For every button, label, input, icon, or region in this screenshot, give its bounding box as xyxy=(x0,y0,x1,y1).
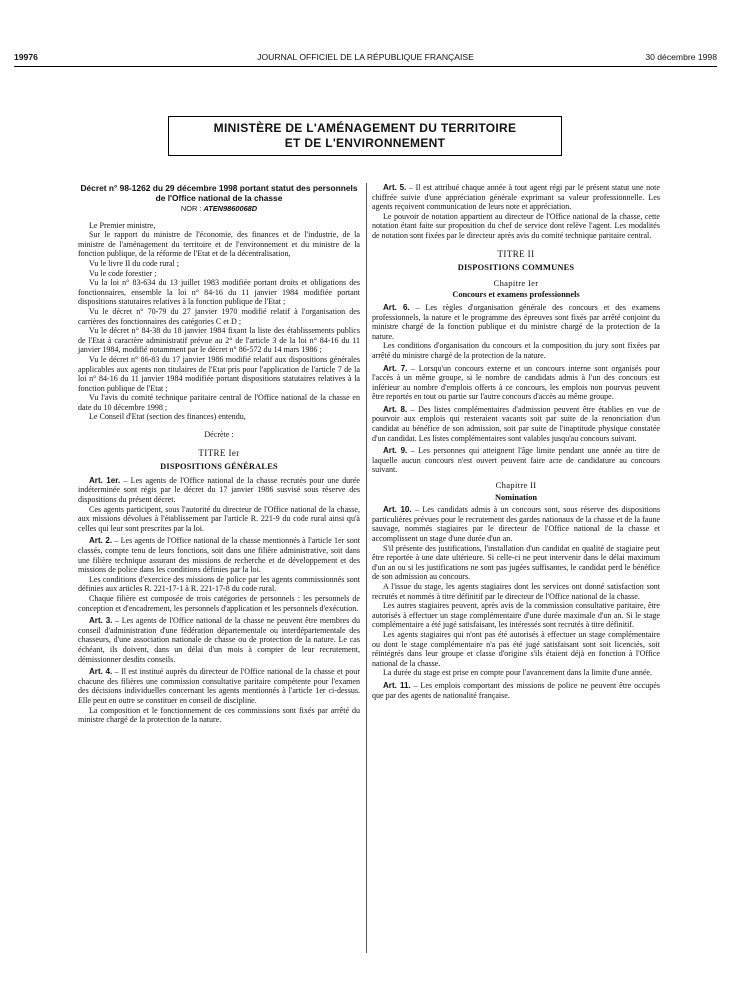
article-text: – Les candidats admis à un concours sont, sous réserve des dispositions particulières prévues pour le recrutement des gardes nationaux de la chasse et de la faune sauvage, nommés stagiaires par le directeur de l'Office national de la chasse et accomplissent un stage d'une durée d'un an. xyxy=(372,505,660,543)
article-text: – Il est institué auprès du directeur de l'Office national de la chasse et pour chacune des filières une commission consultative paritaire compétente pour l'examen des décisions individuelles concernant les agents mentionnés à l'article 1er ci-dessus. Elle peut en outre se constituer en conseil de discipline. xyxy=(78,667,361,705)
article-text: Chaque filière est composée de trois catégories de personnels : les personnels de conception et d'encadrement, les personnels d'application et les personnels d'exécution. xyxy=(78,593,360,613)
article-label: Art. 7. xyxy=(383,363,408,373)
paragraph xyxy=(372,582,660,601)
issue-date: 30 décembre 1998 xyxy=(645,52,717,62)
article-paragraph xyxy=(372,505,660,543)
article-label: Art. 3. xyxy=(89,616,113,626)
visa-paragraph: Vu le décret n° 86-83 du 17 janvier 1986 modifié relatif aux dispositions générales applicables aux agents non titulaires de l'Etat pris pour l'application de l'article 7 de la loi n° 84-16 du 11 janvier 1984 modifiée portant dispositions statutaires relatives à la fonction publique de l'Etat ; xyxy=(78,354,360,393)
visa-paragraph: Le Conseil d'Etat (section des finances) entendu, xyxy=(89,412,246,422)
paragraph xyxy=(78,706,360,725)
left-articles xyxy=(78,476,360,725)
article-text: – Les emplois comportant des missions de police ne peuvent être occupés que par des agents de nationalité française. xyxy=(372,680,660,700)
article-paragraph xyxy=(78,667,360,705)
article-text: Le pouvoir de notation appartient au directeur de l'Office national de la chasse, cette notation étant faite sur proposition du chef de service dont relève l'agent. Les modalités de notation sont fixées par le directeur après avis du comité technique paritaire central. xyxy=(372,211,660,240)
article-paragraph xyxy=(78,616,360,664)
article-paragraph xyxy=(372,446,660,475)
paragraph xyxy=(372,601,660,630)
visa-paragraph: Vu l'avis du comité technique paritaire central de l'Office national de la chasse en date du 10 décembre 1998 ; xyxy=(78,393,360,412)
chapitre-2-heading: Nomination xyxy=(495,492,537,502)
article-label: Art. 6. xyxy=(383,302,410,312)
ministry-line-2: ET DE L'ENVIRONNEMENT xyxy=(284,136,446,150)
paragraph xyxy=(78,575,360,594)
article-label: Art. 11. xyxy=(383,680,411,690)
paragraph xyxy=(372,212,660,241)
chapitre-2: Chapitre II xyxy=(495,480,537,491)
titre-2-heading: DISPOSITIONS COMMUNES xyxy=(457,263,575,273)
article-text: Les agents stagiaires qui n'ont pas été autorisés à effectuer un stage complémentaire ou dont le stage complémentaire n'a pas été jugé satisfaisant sont soit licenciés, soit réintégrés dans leur groupe et classe d'origine s'ils étaient déjà en fonction à l'Office national de la chasse. xyxy=(372,629,660,668)
running-header xyxy=(14,52,717,64)
visas-list xyxy=(78,221,360,422)
article-text: – Les agents de l'Office national de la chasse mentionnés à l'article 1er sont classés, compte tenu de leurs fonctions, soit dans une filière administrative, soit dans une filière technique assurant des missions de recherche et de développement et des missions de police dans les conditions définies par la loi. xyxy=(78,536,360,575)
titre-1: TITRE Ier xyxy=(198,447,240,458)
article-label: Art. 1er. xyxy=(89,475,121,485)
article-text: – Lorsqu'un concours externe et un concours interne sont organisés pour l'accès à un même groupe, si le nombre de candidats admis à l'un des concours est inférieur au nombre d'emplois offerts à ce concours, les emplois non pourvus peuvent être reportés en tout ou partie sur l'autre concours d'accès au même groupe. xyxy=(372,363,660,402)
article-label: Art. 2. xyxy=(89,536,113,546)
visa-paragraph: Vu la loi n° 83-634 du 13 juillet 1983 modifiée portant droits et obligations des fonctionnaires, ensemble la loi n° 84-16 du 11 janvier 1984 modifiée portant dispositions statutaires relatives à la fonction publique de l'Etat ; xyxy=(78,278,360,307)
article-text: A l'issue du stage, les agents stagiaires dont les services ont donné satisfaction sont recrutés et nommés à titre définitif par le directeur de l'Office national de la chasse. xyxy=(372,581,660,601)
nor-code: ATEN9860068D xyxy=(203,204,258,213)
paragraph xyxy=(78,505,360,534)
chapitre-1-heading: Concours et examens professionnels xyxy=(452,290,580,300)
chapitre-1: Chapitre Ier xyxy=(493,277,539,288)
visa-paragraph: Sur le rapport du ministre de l'économie, des finances et de l'industrie, de la ministre de l'aménagement du territoire et de l'environnement et du ministre de la fonction publique, de la réforme de l'Etat et de la décentralisation, xyxy=(78,230,360,259)
paragraph xyxy=(372,341,660,360)
article-text: – Les agents de l'Office national de la chasse recrutés pour une durée indéterminée sont régis par le décret du 17 janvier 1986 susvisé sous réserve des dispositions du présent décret. xyxy=(78,475,360,505)
journal-title: JOURNAL OFFICIEL DE LA RÉPUBLIQUE FRANÇAISE xyxy=(257,52,474,62)
chapitre-2-articles xyxy=(372,505,660,700)
article-paragraph xyxy=(372,183,660,212)
article-label: Art. 4. xyxy=(89,667,113,677)
visa-paragraph: Le Premier ministre, xyxy=(89,220,156,230)
header-rule xyxy=(14,66,717,67)
titre-2: TITRE II xyxy=(497,248,535,259)
chapitre-1-articles xyxy=(372,303,660,475)
article-text: La durée du stage est prise en compte pour l'avancement dans la limite d'une année. xyxy=(383,668,653,678)
article-paragraph xyxy=(372,405,660,443)
article-label: Art. 9. xyxy=(383,446,408,456)
article-text: – Les règles d'organisation générale des concours et des examens professionnels, la nature et le programme des épreuves sont fixés par arrêté conjoint du ministre chargé de la fonction publique et du ministre chargé de la protection de la nature. xyxy=(372,302,660,341)
ministry-line-1: MINISTÈRE DE L'AMÉNAGEMENT DU TERRITOIRE xyxy=(213,121,517,135)
article-paragraph xyxy=(78,536,360,574)
article-paragraph xyxy=(372,303,660,341)
ministry-box xyxy=(168,116,562,156)
paragraph xyxy=(78,594,360,613)
visa-paragraph: Vu le décret n° 70-79 du 27 janvier 1970 modifié relatif à l'organisation des carrières des fonctionnaires des catégories C et D ; xyxy=(78,306,360,326)
visa-paragraph: Vu le code forestier ; xyxy=(89,268,157,278)
article-text: – Des listes complémentaires d'admission peuvent être établies en vue de pourvoir aux emplois qui resteraient vacants soit par suite de la renonciation d'un candidat au bénéfice de son admission, soit par suite de l'inaptitude physique constatée d'un candidat. Les listes complémentaires sont valables jusqu'au concours suivant. xyxy=(372,404,661,443)
article-text: – Les personnes qui atteignent l'âge limite pendant une année au titre de laquelle aucun concours n'est ouvert peuvent faire acte de candidature au concours suivant. xyxy=(372,446,660,475)
article-text: Les autres stagiaires peuvent, après avis de la commission consultative paritaire, être autorisés à effectuer un stage complémentaire d'une durée maximale d'un an. Si le stage complémentaire a été jugé satisfaisant, les intéressés sont recrutés à titre définitif. xyxy=(372,601,660,630)
nor-label: NOR : xyxy=(180,204,202,213)
paragraph xyxy=(372,544,660,582)
left-column xyxy=(78,183,360,725)
decret-title: Décret n° 98-1262 du 29 décembre 1998 portant statut des personnels de l'Office national de la chasse xyxy=(80,183,358,203)
nor-reference xyxy=(78,204,360,214)
article-paragraph xyxy=(372,681,660,700)
article-text: S'il présente des justifications, l'installation d'un candidat en qualité de stagiaire peut être reportée à une date ultérieure. Si celle-ci ne peut intervenir dans le délai maximum d'un an ou si les justifications ne sont pas jugées suffisantes, le candidat perd le bénéfice de son admission au concours. xyxy=(372,543,660,582)
article-label: Art. 10. xyxy=(383,505,412,515)
page-number: 19976 xyxy=(14,52,38,62)
article-text: – Il est attribué chaque année à tout agent régi par le présent statut une note chiffrée suivie d'une appréciation générale exprimant sa valeur professionnelle. Les agents reçoivent communication de leurs note et appréciation. xyxy=(372,183,660,212)
visa-paragraph: Vu le décret n° 84-38 du 18 janvier 1984 fixant la liste des établissements publics de l'Etat à caractère administratif prévue au 2° de l'article 3 de la loi n° 84-16 du 11 janvier 1984, modifié notamment par le décret n° 86-572 du 14 mars 1986 ; xyxy=(78,326,360,355)
right-column xyxy=(372,183,660,700)
article-label: Art. 5. xyxy=(383,183,407,192)
paragraph xyxy=(372,630,660,668)
article-5 xyxy=(372,183,660,241)
article-text: Les conditions d'organisation du concours et la composition du jury sont fixées par arrêté du ministre chargé de la protection de la nature. xyxy=(372,341,660,360)
article-label: Art. 8. xyxy=(383,404,408,414)
decrete: Décrète : xyxy=(204,430,234,440)
article-text: – Les agents de l'Office national de la chasse ne peuvent être membres du conseil d'administration d'une fédération départementale ou interdépartementale des chasseurs, d'une association nationale de chasse ou de protection de la nature. Le cas échéant, ils doivent, dans un délai d'un mois à compter de leur recrutement, démissionner desdits conseils. xyxy=(78,616,360,664)
article-paragraph xyxy=(78,476,360,505)
article-text: Les conditions d'exercice des missions de police par les agents commissionnés sont définies aux articles R. 221-17-1 à R. 221-17-8 du code rural. xyxy=(78,574,360,594)
article-text: Ces agents participent, sous l'autorité du directeur de l'Office national de la chasse, aux missions dévolues à l'établissement par l'article R. 221-9 du code rural ainsi qu'à celles qui leur sont prescrites par la loi. xyxy=(78,504,360,533)
visa-paragraph: Vu le livre II du code rural ; xyxy=(89,258,180,268)
titre-1-heading: DISPOSITIONS GÉNÉRALES xyxy=(160,462,278,472)
article-paragraph xyxy=(372,364,660,402)
paragraph xyxy=(372,668,660,678)
column-divider xyxy=(366,183,367,953)
article-text: La composition et le fonctionnement de ces commissions sont fixés par arrêté du ministre chargé de la protection de la nature. xyxy=(78,705,360,725)
